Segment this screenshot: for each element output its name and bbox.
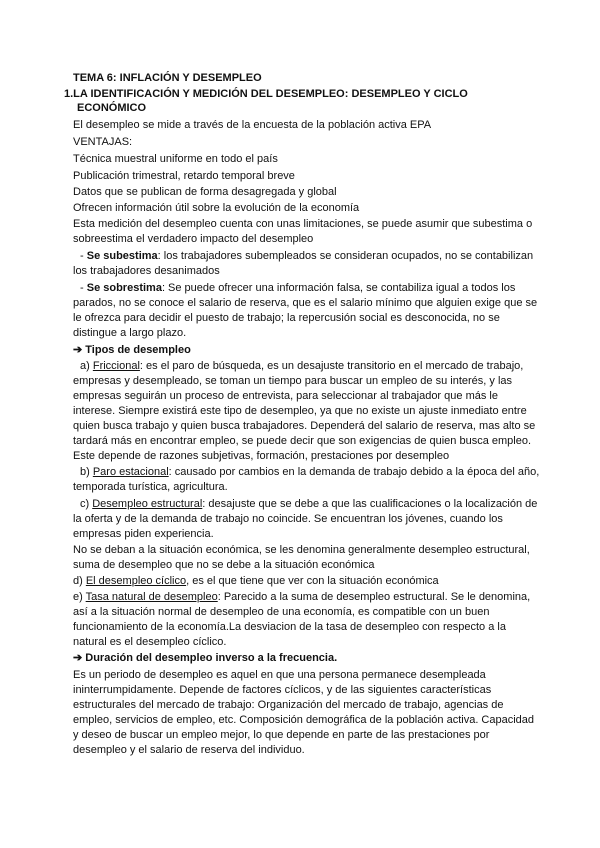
ventaja-item: Técnica muestral uniforme en todo el país	[73, 153, 278, 165]
friccional-term: Friccional	[92, 360, 140, 372]
duracion-line: ininterrumpidamente. Depende de factores cíclicos, y de las siguientes características	[73, 684, 492, 696]
duracion-heading: ➔ Duración del desempleo inverso a la frecuencia.	[73, 652, 338, 664]
sobrestima-line: - Se sobrestima: Se puede ofrecer una información falsa, se contabiliza igual a todos los	[80, 282, 516, 294]
ventaja-item: Ofrecen información útil sobre la evolución de la economía	[73, 202, 360, 214]
friccional-line: tardará más en encontrar empleo, se puede decir que son exigencias de quien busca empleo.	[73, 435, 532, 447]
estructural-line: c) Desempleo estructural: desajuste que se debe a que las cualificaciones o la localización de	[80, 498, 538, 510]
ciclico-line: d) El desempleo cíclico, es el que tiene que ver con la situación económica	[73, 575, 439, 587]
section-heading-line1: 1.LA IDENTIFICACIÓN Y MEDICIÓN DEL DESEMPLEO: DESEMPLEO Y CICLO	[64, 88, 468, 100]
natural-term: Tasa natural de desempleo	[85, 591, 218, 603]
duracion-line: estructurales del mercado de trabajo: Organización del mercado de trabajo, agencias de	[73, 699, 504, 711]
ciclico-term: El desempleo cíclico	[85, 575, 187, 587]
friccional-line: Este depende de razones subjetivas, formación, prestaciones por desempleo	[73, 450, 450, 462]
sobrestima-line: distingue a largo plazo.	[73, 327, 187, 339]
friccional-line: interese. Siempre existirá este tipo de desempleo, ya que no existe un ajuste inmediato entre	[73, 405, 527, 417]
doc-title: TEMA 6: INFLACIÓN Y DESEMPLEO	[73, 72, 262, 84]
duracion-line: Es un periodo de desempleo es aquel en que una persona permanece desempleada	[73, 669, 486, 681]
estacional-term: Paro estacional	[92, 466, 169, 478]
tipos-heading: ➔ Tipos de desempleo	[73, 344, 191, 356]
friccional-line: a) Friccional: es el paro de búsqueda, es un desajuste transitorio en el mercado de trabajo,	[80, 360, 524, 372]
ventaja-item: Datos que se publican de forma desagregada y global	[73, 186, 337, 198]
ventaja-item: Publicación trimestral, retardo temporal breve	[73, 170, 295, 182]
estructural-extra-line: No se deban a la situación económica, se les denomina generalmente desempleo estructural,	[73, 544, 530, 556]
sobrestima-term: Se sobrestima	[86, 282, 162, 294]
subestima-line: los trabajadores desanimados	[73, 265, 220, 277]
ventajas-label: VENTAJAS:	[73, 136, 133, 148]
natural-line: funcionamiento de la economía.La desviacion de la tasa de desempleo con respecto a la	[73, 621, 506, 633]
estructural-extra-line: suma de desempleo que no se debe a la situación económica	[73, 559, 375, 571]
natural-line: natural es el desempleo cíclico.	[73, 636, 227, 648]
estacional-line: b) Paro estacional: causado por cambios en la demanda de trabajo debido a la época del año,	[80, 466, 540, 478]
subestima-term: Se subestima	[86, 250, 158, 262]
natural-line: así a la situación normal de desempleo de una economía, es compatible con un buen	[73, 606, 490, 618]
duracion-line: desempleo y el salario de reserva del individuo.	[73, 744, 305, 756]
estructural-term: Desempleo estructural	[92, 498, 203, 510]
estacional-line: temporada turística, agricultura.	[73, 481, 228, 493]
friccional-line: empresas y desempleado, se toman un tiempo para buscar un empleo de su interés, y las	[73, 375, 513, 387]
friccional-line: quien busca trabajo y quien busca trabajadores. Dependerá del salario de reserva, mas alto se	[73, 420, 536, 432]
sobrestima-line: parados, no se conoce el salario de reserva, que es el salario mínimo que alguien exige que se	[73, 297, 538, 309]
section-heading-line2: ECONÓMICO	[77, 102, 147, 114]
limitaciones-text: sobreestima el verdadero impacto del desempleo	[73, 233, 314, 245]
estructural-line: empresas piden experiencia.	[73, 528, 214, 540]
sobrestima-line: le ofrezca para decidir el puesto de trabajo; la repercusión social es desconocida, no se	[73, 312, 500, 324]
subestima-line: - Se subestima: los trabajadores subempleados se consideran ocupados, no se contabilizan	[80, 250, 534, 262]
friccional-line: empresas seguirán un proceso de entrevista, para seleccionar al trabajador que más le	[73, 390, 498, 402]
estructural-line: la oferta y de la demanda de trabajo no coincide. Se encuentran los jóvenes, cuando los	[73, 513, 503, 525]
duracion-line: y deseo de buscar un empleo mejor, lo que depende en parte de las prestaciones por	[73, 729, 490, 741]
duracion-line: empleo, servicios de empleo, etc. Composición demográfica de la población activa. Capacidad	[73, 714, 535, 726]
limitaciones-text: Esta medición del desempleo cuenta con unas limitaciones, se puede asumir que subestima o	[73, 218, 533, 230]
natural-line: e) Tasa natural de desempleo: Parecido a la suma de desempleo estructural. Se le denomina,	[73, 591, 531, 603]
intro-text: El desempleo se mide a través de la encuesta de la población activa EPA	[73, 119, 432, 131]
